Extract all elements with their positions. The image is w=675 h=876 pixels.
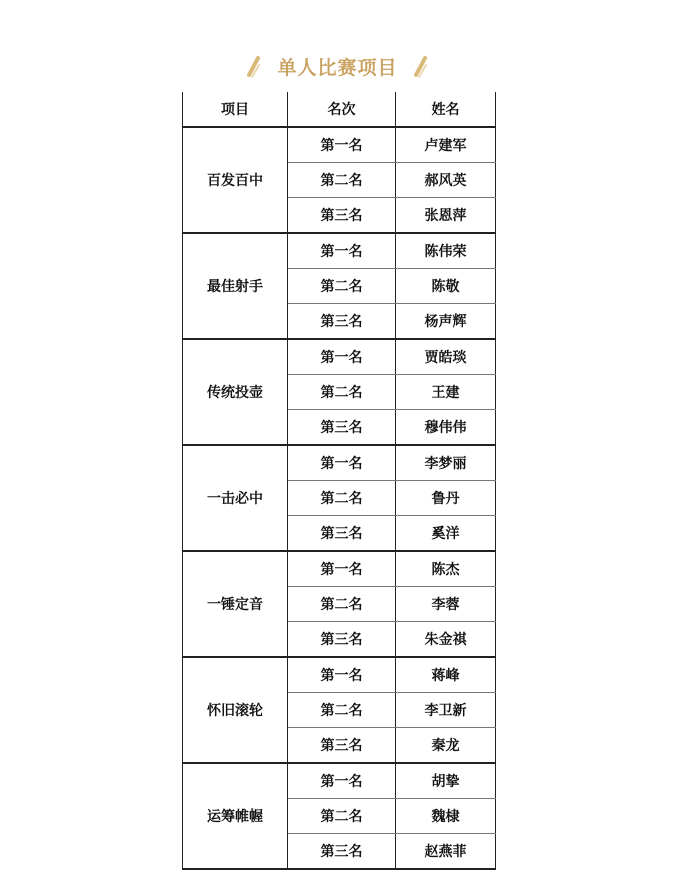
event-cell: 运筹帷幄	[183, 763, 288, 869]
event-cell: 一锤定音	[183, 551, 288, 657]
header-rank: 名次	[288, 92, 396, 127]
event-cell: 传统投壶	[183, 339, 288, 445]
name-cell: 李卫新	[396, 693, 496, 728]
name-cell: 鲁丹	[396, 481, 496, 516]
rank-cell: 第三名	[288, 304, 396, 340]
table-row	[183, 763, 496, 799]
name-cell: 卢建军	[396, 127, 496, 163]
gold-stroke-right-icon	[412, 53, 430, 79]
name-cell: 胡挚	[396, 763, 496, 799]
rank-cell: 第一名	[288, 445, 396, 481]
page-title: 单人比赛项目	[277, 56, 398, 79]
rank-cell: 第一名	[288, 551, 396, 587]
event-cell: 怀旧滚轮	[183, 657, 288, 763]
rank-cell: 第一名	[288, 657, 396, 693]
rank-cell: 第三名	[288, 728, 396, 764]
table-row	[183, 233, 496, 269]
table-row	[183, 551, 496, 587]
header-event: 项目	[183, 92, 288, 127]
name-cell: 赵燕菲	[396, 834, 496, 870]
rank-cell: 第二名	[288, 481, 396, 516]
header-name: 姓名	[396, 92, 496, 127]
name-cell: 陈敬	[396, 269, 496, 304]
rank-cell: 第二名	[288, 587, 396, 622]
table-header-row	[183, 92, 496, 127]
name-cell: 王建	[396, 375, 496, 410]
name-cell: 陈杰	[396, 551, 496, 587]
name-cell: 朱金祺	[396, 622, 496, 658]
rank-cell: 第一名	[288, 127, 396, 163]
results-body	[183, 127, 496, 869]
event-cell: 最佳射手	[183, 233, 288, 339]
title-bar	[0, 48, 675, 84]
rank-cell: 第一名	[288, 763, 396, 799]
rank-cell: 第一名	[288, 233, 396, 269]
rank-cell: 第二名	[288, 375, 396, 410]
table-row	[183, 339, 496, 375]
name-cell: 蒋峰	[396, 657, 496, 693]
name-cell: 李梦丽	[396, 445, 496, 481]
rank-cell: 第二名	[288, 163, 396, 198]
results-table	[182, 92, 496, 870]
name-cell: 张恩萍	[396, 198, 496, 234]
rank-cell: 第三名	[288, 198, 396, 234]
table-row	[183, 127, 496, 163]
event-cell: 一击必中	[183, 445, 288, 551]
rank-cell: 第三名	[288, 410, 396, 446]
name-cell: 杨声辉	[396, 304, 496, 340]
rank-cell: 第二名	[288, 693, 396, 728]
name-cell: 秦龙	[396, 728, 496, 764]
name-cell: 穆伟伟	[396, 410, 496, 446]
name-cell: 奚洋	[396, 516, 496, 552]
rank-cell: 第二名	[288, 269, 396, 304]
rank-cell: 第三名	[288, 834, 396, 870]
table-row	[183, 657, 496, 693]
rank-cell: 第一名	[288, 339, 396, 375]
table-row	[183, 445, 496, 481]
name-cell: 陈伟荣	[396, 233, 496, 269]
gold-stroke-left-icon	[245, 53, 263, 79]
name-cell: 李蓉	[396, 587, 496, 622]
rank-cell: 第二名	[288, 799, 396, 834]
name-cell: 郝风英	[396, 163, 496, 198]
name-cell: 贾皓琰	[396, 339, 496, 375]
name-cell: 魏棣	[396, 799, 496, 834]
rank-cell: 第三名	[288, 622, 396, 658]
rank-cell: 第三名	[288, 516, 396, 552]
event-cell: 百发百中	[183, 127, 288, 233]
